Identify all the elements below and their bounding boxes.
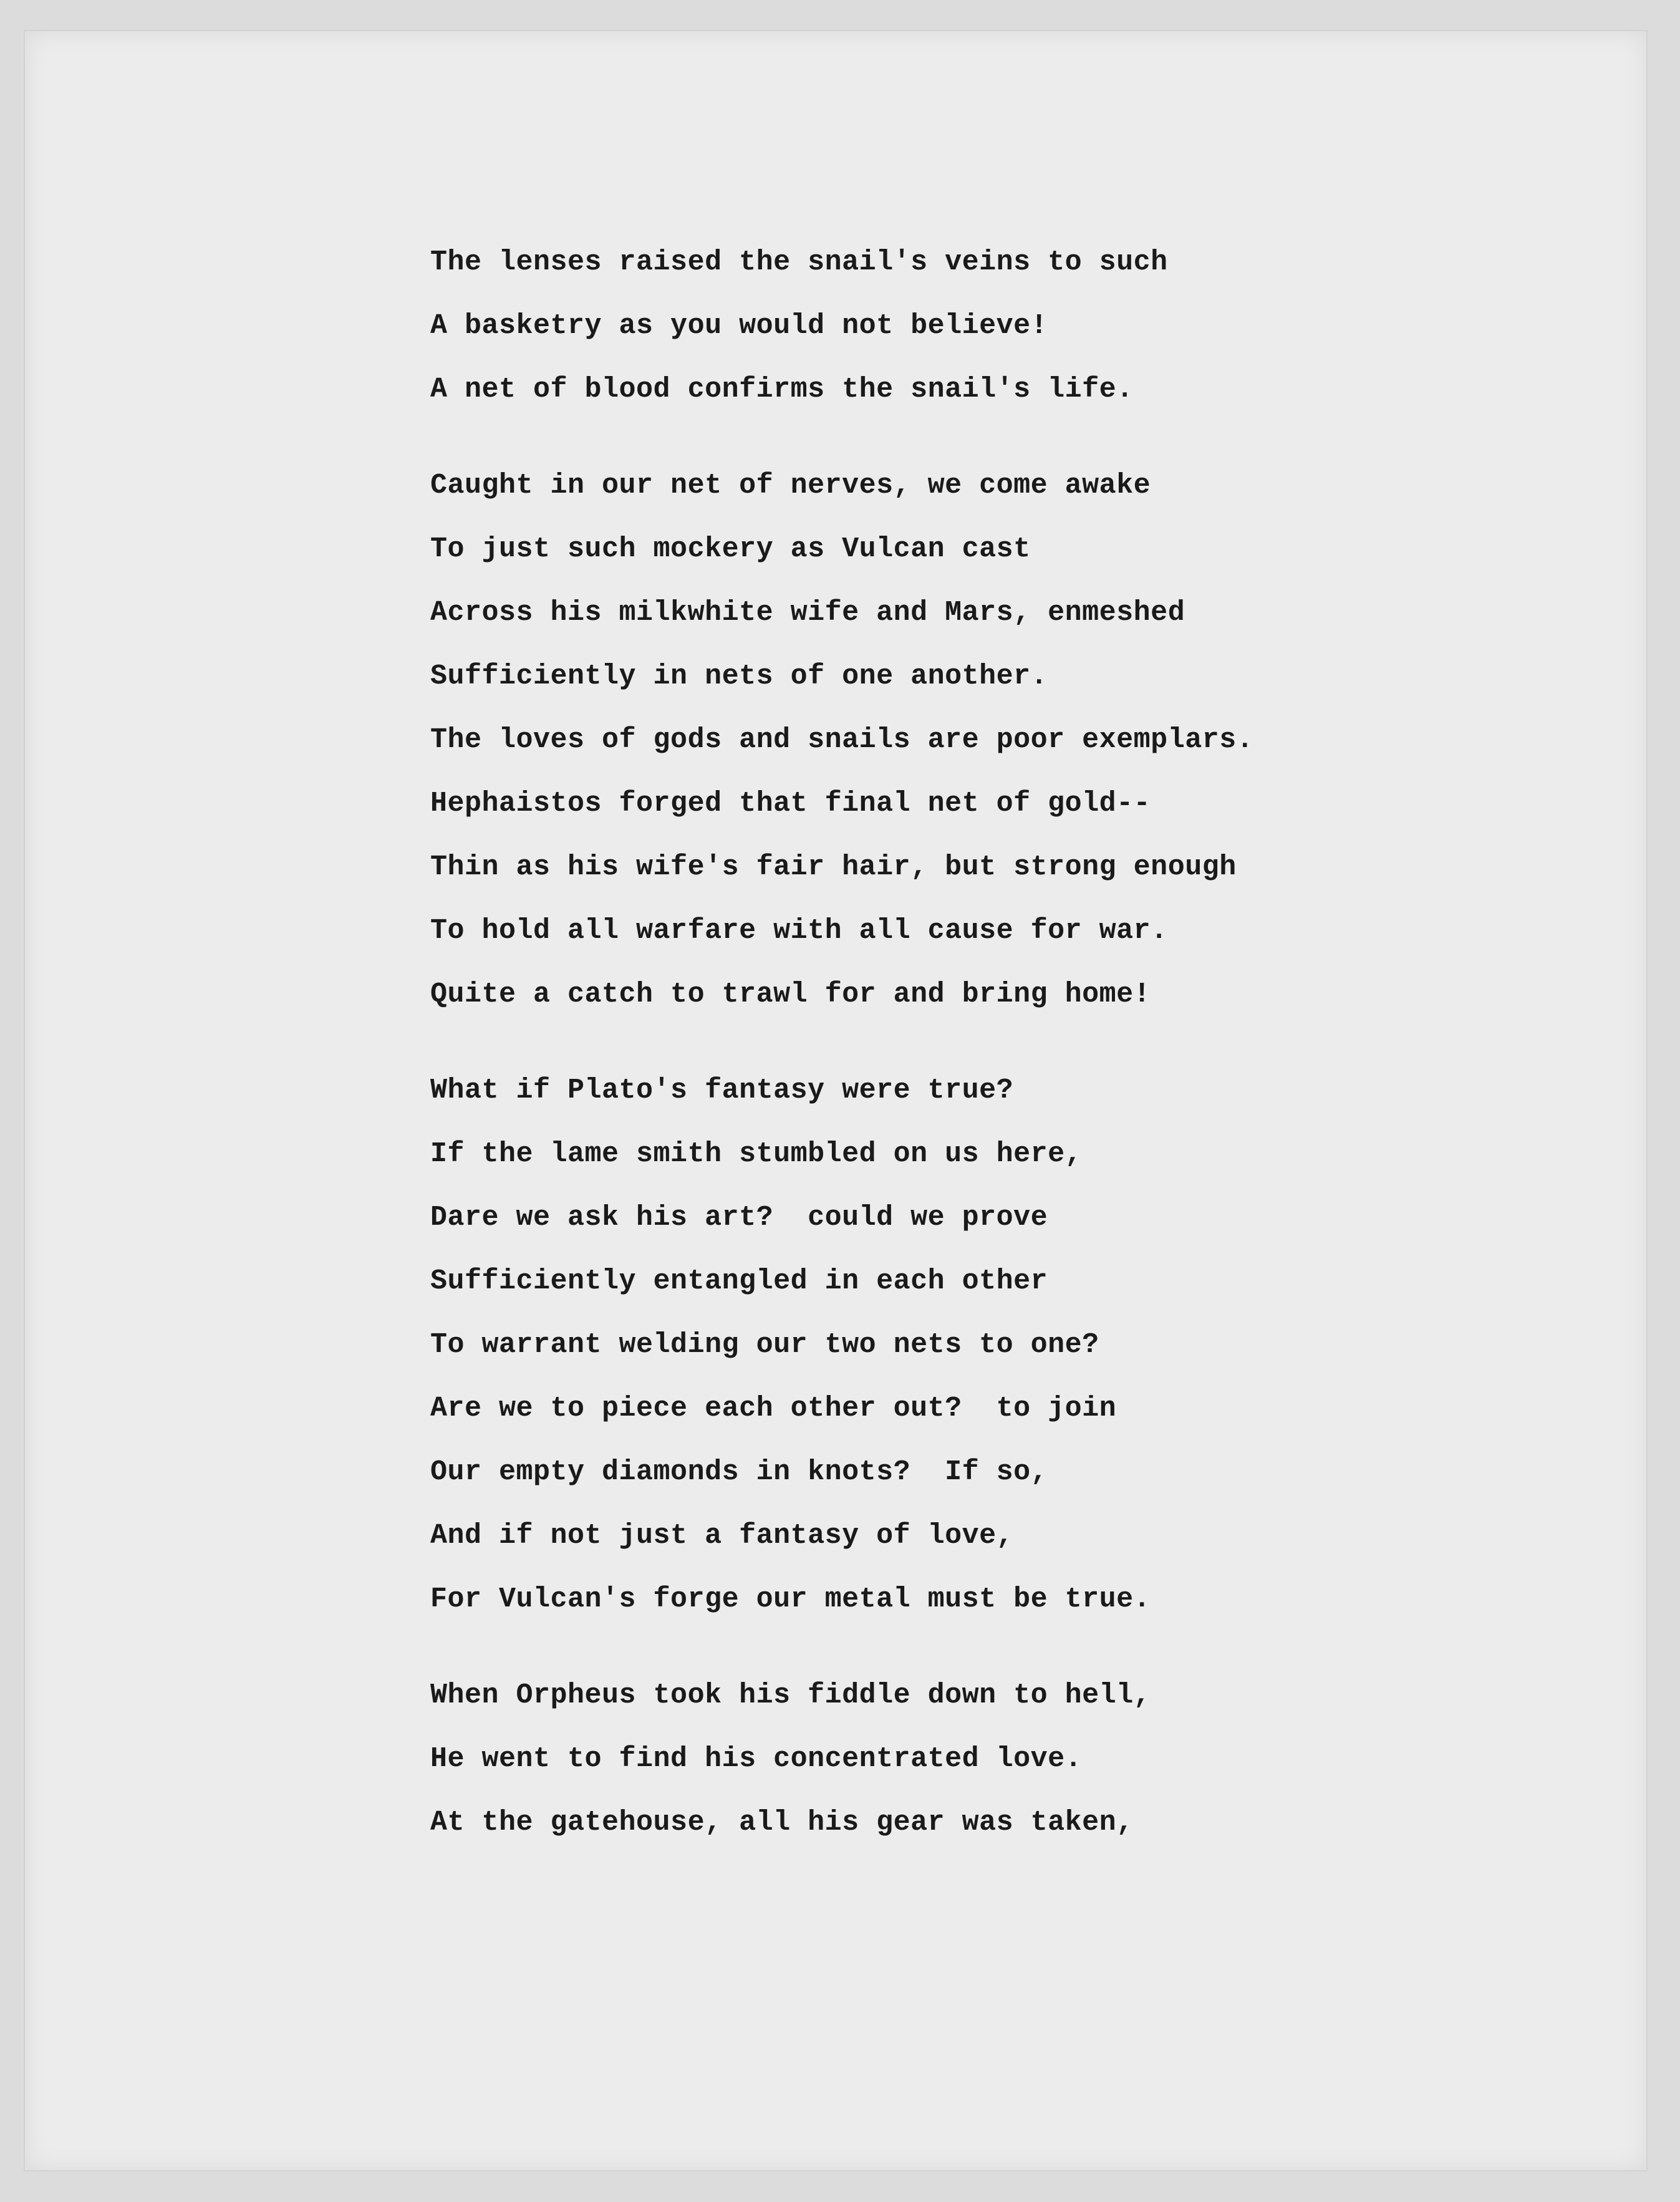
poem-line: Dare we ask his art? could we prove <box>430 1202 1048 1234</box>
poem-line: The loves of gods and snails are poor exemplars. <box>430 724 1254 756</box>
poem-line: To just such mockery as Vulcan cast <box>430 533 1031 565</box>
poem-line: For Vulcan's forge our metal must be true. <box>430 1583 1151 1615</box>
poem-line: When Orpheus took his fiddle down to hell, <box>430 1679 1151 1711</box>
poem-line: At the gatehouse, all his gear was taken, <box>430 1807 1134 1838</box>
poem-line: A net of blood confirms the snail's life. <box>430 374 1134 405</box>
poem-line: Sufficiently in nets of one another. <box>430 660 1048 692</box>
poem-line: To hold all warfare with all cause for war. <box>430 915 1168 947</box>
poem-line: Across his milkwhite wife and Mars, enmeshed <box>430 597 1185 629</box>
poem-line: A basketry as you would not believe! <box>430 310 1048 342</box>
stanza-1 <box>430 231 1490 422</box>
poem-line: Sufficiently entangled in each other <box>430 1265 1048 1297</box>
stanza-4 <box>430 1664 1490 1855</box>
poem-line: Our empty diamonds in knots? If so, <box>430 1456 1048 1488</box>
poem-line: Thin as his wife's fair hair, but strong enough <box>430 851 1237 883</box>
poem-line: If the lame smith stumbled on us here, <box>430 1138 1083 1170</box>
poem-line: He went to find his concentrated love. <box>430 1743 1083 1775</box>
poem-line: Caught in our net of nerves, we come awake <box>430 470 1151 501</box>
poem-line: To warrant welding our two nets to one? <box>430 1329 1099 1361</box>
poem-line: And if not just a fantasy of love, <box>430 1520 1014 1552</box>
poem-body <box>430 231 1490 1855</box>
stanza-3 <box>430 1059 1490 1631</box>
poem-line: The lenses raised the snail's veins to such <box>430 246 1168 278</box>
poem-line: Are we to piece each other out? to join <box>430 1393 1117 1424</box>
stanza-2 <box>430 454 1490 1026</box>
poem-line: Hephaistos forged that final net of gold-- <box>430 788 1151 819</box>
poem-line: Quite a catch to trawl for and bring home! <box>430 978 1151 1010</box>
typed-page <box>25 31 1646 2170</box>
poem-line: What if Plato's fantasy were true? <box>430 1074 1014 1106</box>
